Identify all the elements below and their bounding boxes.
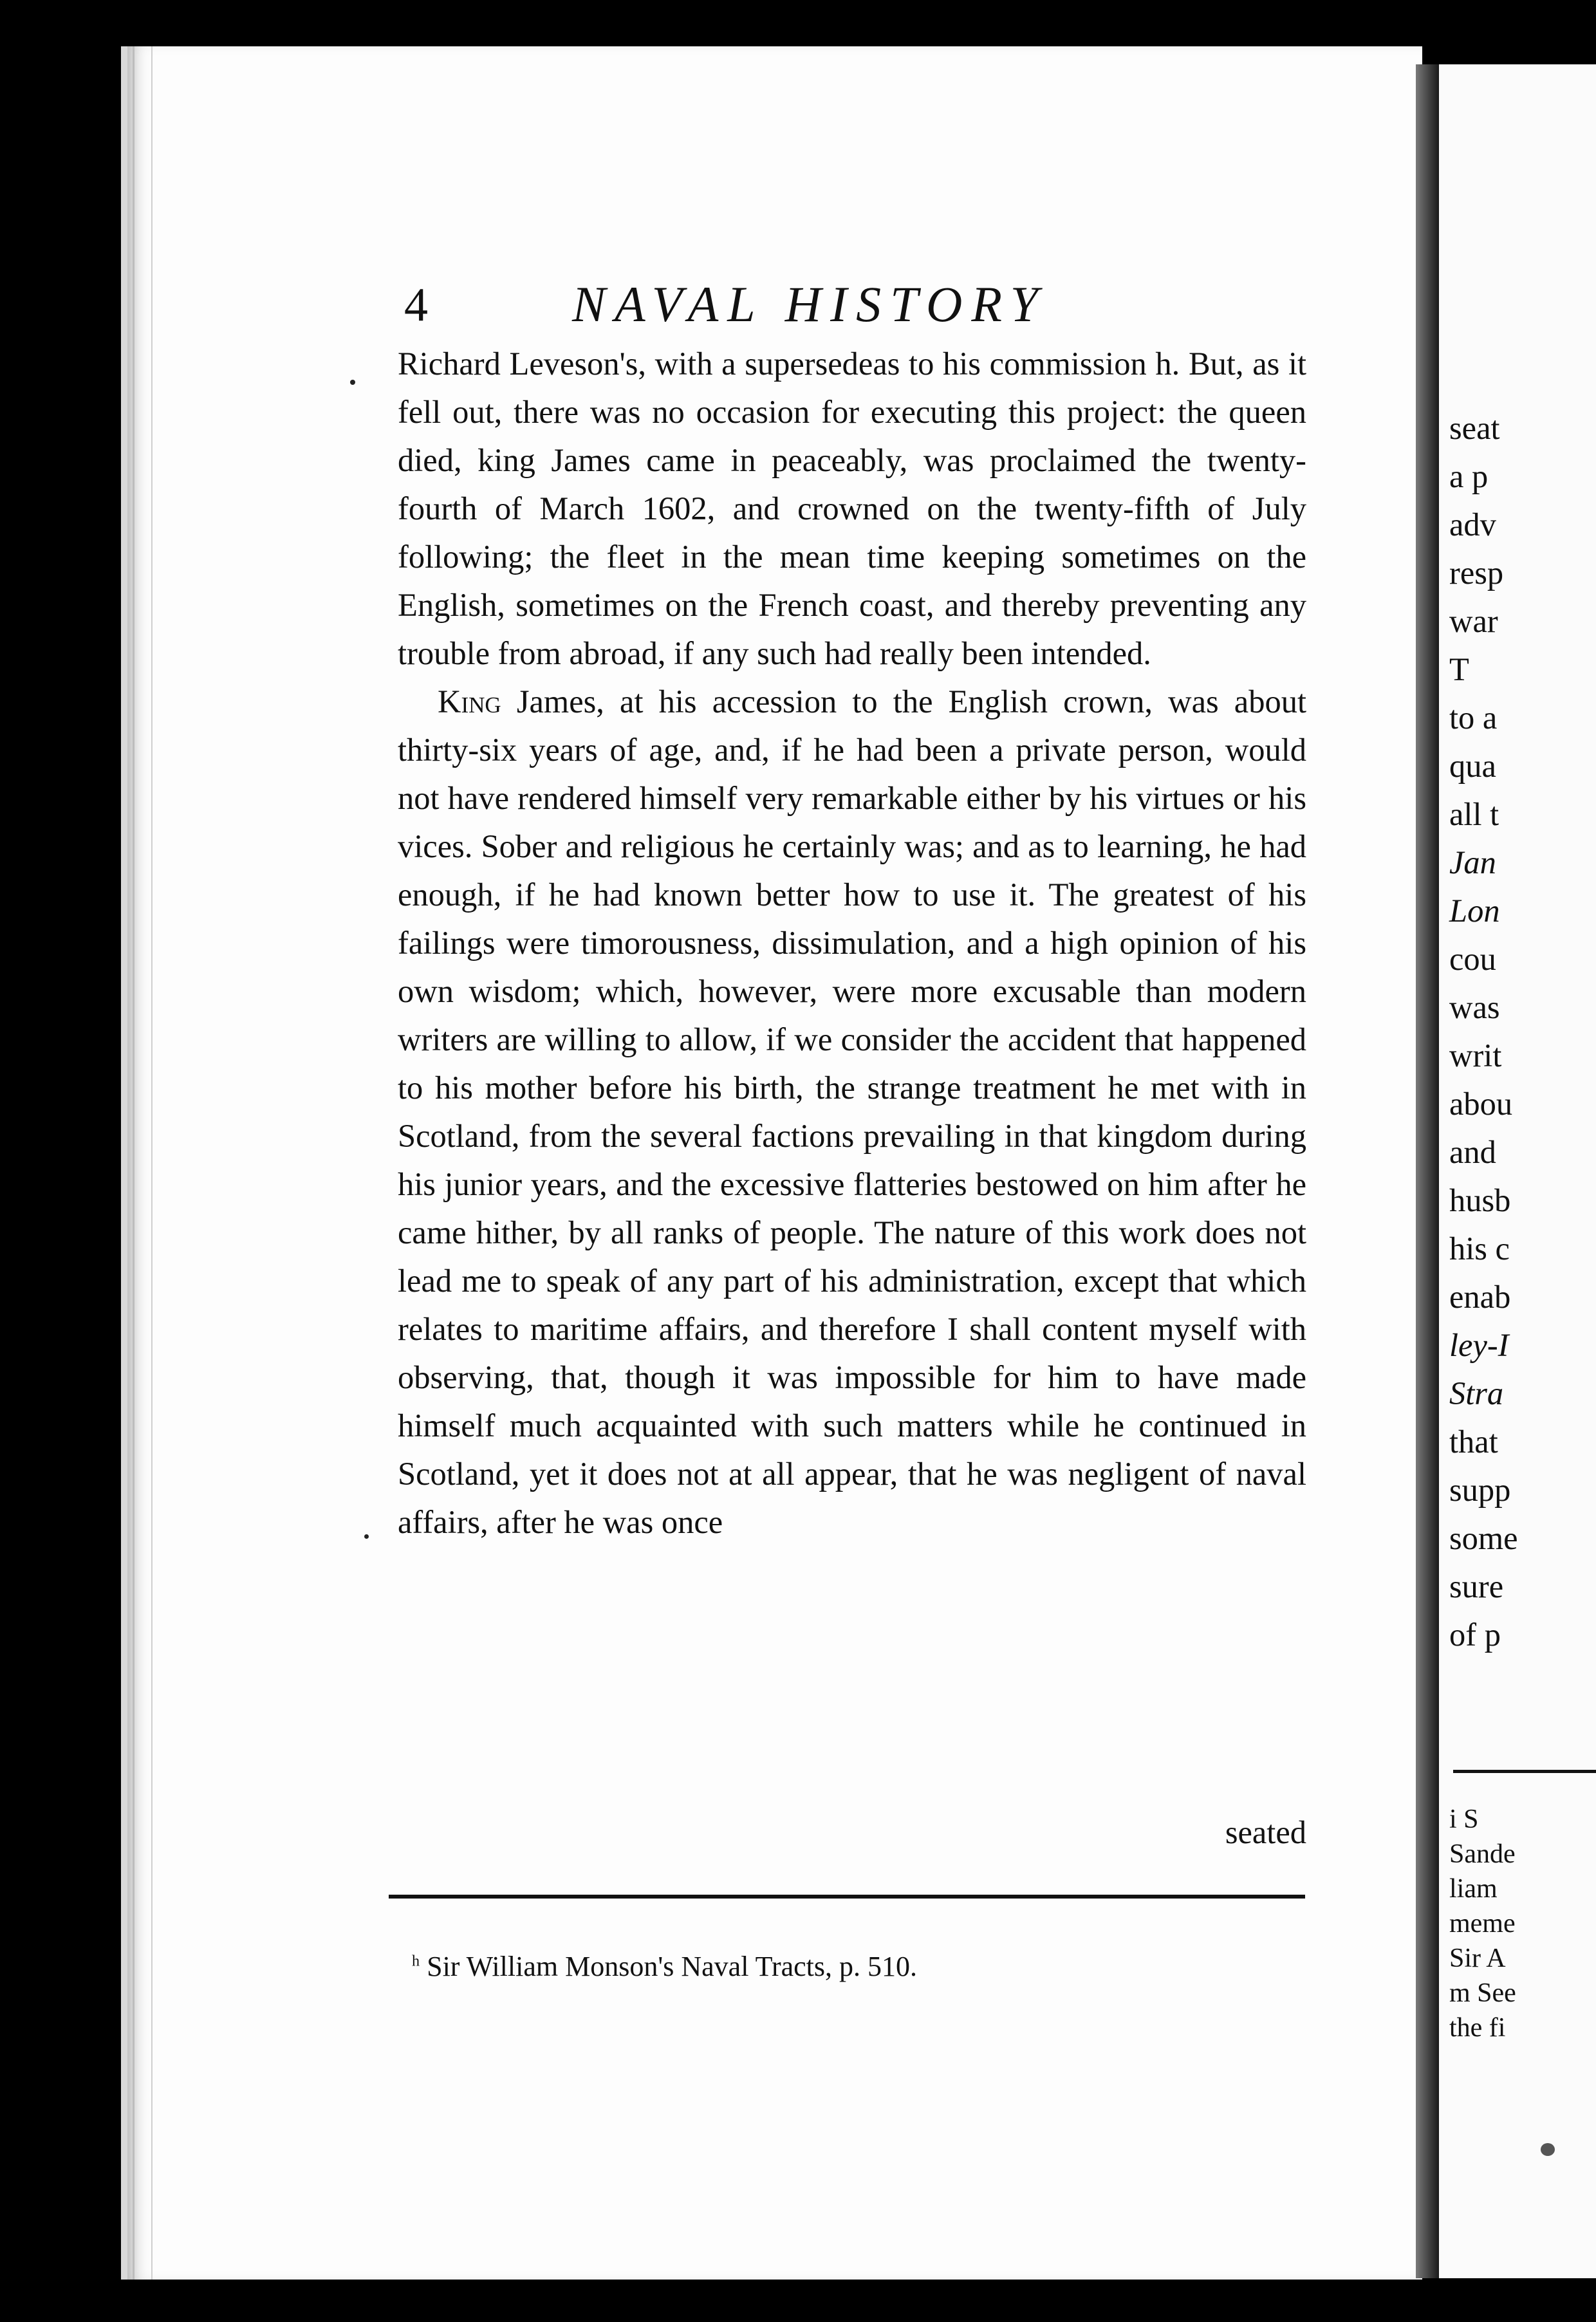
ink-speck <box>1541 2143 1555 2156</box>
right-note-line: Sande <box>1449 1839 1516 1869</box>
right-page <box>1439 64 1596 2278</box>
right-note-line: Sir A <box>1449 1944 1506 1973</box>
right-line: resp <box>1449 555 1504 591</box>
page-number: 4 <box>404 279 428 331</box>
right-line: that <box>1449 1424 1498 1460</box>
right-line: Lon <box>1449 893 1500 929</box>
ink-speck <box>364 1534 369 1539</box>
right-line: seat <box>1449 410 1500 446</box>
right-line: cou <box>1449 941 1496 977</box>
right-line: T <box>1449 651 1469 687</box>
right-footnote-rule <box>1453 1770 1596 1773</box>
right-line: adv <box>1449 506 1496 543</box>
right-line: husb <box>1449 1182 1511 1218</box>
right-line: writ <box>1449 1037 1502 1073</box>
right-note-line: liam <box>1449 1874 1498 1904</box>
right-line: all t <box>1449 796 1499 832</box>
footnote-rule <box>389 1895 1305 1899</box>
right-line: his c <box>1449 1231 1510 1267</box>
right-line: war <box>1449 603 1498 639</box>
running-head: NAVAL HISTORY <box>572 276 1047 332</box>
right-line: Jan <box>1449 844 1496 880</box>
paragraph-1 <box>398 340 1306 678</box>
right-line: to a <box>1449 700 1498 736</box>
book-gutter <box>1416 64 1439 2278</box>
paragraph-1-rest: But, as it fell out, there was no occasion for executing this project: the queen died, king James came in peaceably, was proclaimed the twenty-fourth of March 1602, and crowned on the twenty-fifth of July following; the fleet in the mean time keeping sometimes on the English, sometimes on the French coast, and thereby preventing any trouble from abroad, if any such had really been intended. <box>398 346 1307 671</box>
right-line: supp <box>1449 1472 1511 1508</box>
paragraph-1-line-1: Richard Leveson's, with a supersedeas to his commission h. <box>398 346 1189 382</box>
right-page-footnotes <box>1449 1802 1596 2045</box>
right-line: ley-I <box>1449 1327 1509 1363</box>
right-page-text <box>1449 404 1596 1659</box>
footnote-mark: h <box>412 1952 420 1970</box>
right-line: some <box>1449 1520 1518 1556</box>
page-edge <box>133 46 153 2280</box>
right-line: abou <box>1449 1086 1513 1122</box>
footnote-text: Sir William Monson's Naval Tracts, p. 510. <box>427 1951 918 1982</box>
ink-speck <box>350 380 355 385</box>
body-text <box>398 340 1306 1546</box>
right-line: a p <box>1449 458 1489 494</box>
right-note-line: m See <box>1449 1978 1516 2008</box>
right-line: of p <box>1449 1617 1501 1653</box>
right-line: sure <box>1449 1568 1504 1604</box>
right-note-line: the fi <box>1449 2013 1506 2043</box>
right-line: Stra <box>1449 1375 1504 1411</box>
paragraph-2 <box>398 678 1306 1546</box>
paragraph-2-text: James, at his accession to the English crown, was about thirty-six years of age, and, if he had been a private person, would not have rendered himself very remarkable either by his virtues or his vices. Sober and religious he certainly was; and as to learning, he had enough, if he had known better how to use it. The greatest of his failings were timorousness, dissimulation, and a high opinion of his own wisdom; which, however, were more excusable than modern writers are willing to allow, if we consider the accident that happened to his mother before his birth, the strange treatment he met with in Scotland, from the several factions prevailing in that kingdom during his junior years, and the excessive flatteries bestowed on him after he came hither, by all ranks of people. The nature of this work does not lead me to speak of any part of his administration, except that which relates to maritime affairs, and therefore I shall content myself with observing, that, though it was impossible for him to have made himself much acquainted with such matters while he continued in Scotland, yet it does not at all appear, that he was negligent of naval affairs, after he was once <box>398 683 1306 1540</box>
right-line: was <box>1449 989 1500 1025</box>
right-line: enab <box>1449 1279 1511 1315</box>
right-note-line: meme <box>1449 1909 1516 1938</box>
paragraph-2-lead: King <box>438 683 501 720</box>
right-line: qua <box>1449 748 1496 784</box>
footnote <box>412 1950 1313 1983</box>
right-note-line: i S <box>1449 1805 1479 1834</box>
catchword: seated <box>1225 1814 1306 1850</box>
right-line: and <box>1449 1134 1496 1170</box>
